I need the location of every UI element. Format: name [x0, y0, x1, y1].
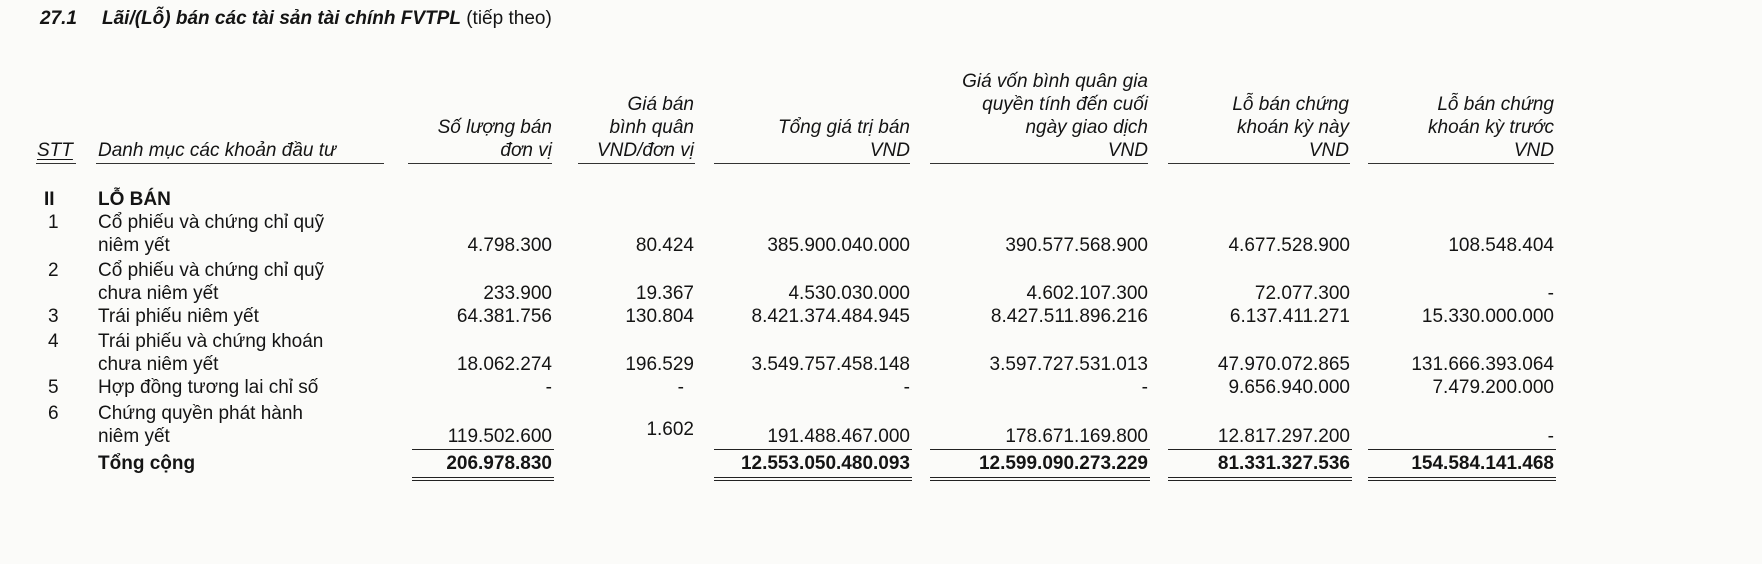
row-total-sale: 191.488.467.000: [767, 426, 910, 447]
total-top-rule-qty: [412, 449, 554, 450]
row-stt: 6: [48, 403, 59, 424]
row-loss-current: 12.817.297.200: [1217, 426, 1350, 447]
row-loss-current: 4.677.528.900: [1228, 235, 1350, 256]
total-top-rule-total-sale: [714, 449, 912, 450]
row-total-sale: 4.530.030.000: [788, 283, 910, 304]
row-qty: 119.502.600: [447, 426, 552, 447]
row-loss-current: 6.137.411.271: [1229, 306, 1350, 327]
col-header-name: Danh mục các khoản đầu tư: [98, 140, 337, 161]
row-price: 196.529: [625, 354, 694, 375]
row-stt: 2: [48, 260, 59, 281]
col-header-avg-cost: Giá vốn bình quân gia quyền tính đến cuối ngày giao dịch VND: [962, 71, 1148, 161]
row-qty: 4.798.300: [467, 235, 552, 256]
total-double-rule-qty: [412, 477, 554, 481]
row-stt: 4: [48, 331, 59, 352]
col-header-rule-name: [96, 163, 384, 164]
row-name-line: Cổ phiếu và chứng chỉ quỹ: [98, 260, 325, 281]
row-qty: -: [545, 377, 552, 398]
total-double-rule-avg-cost: [930, 477, 1150, 481]
row-loss-prior: 15.330.000.000: [1421, 306, 1554, 327]
row-price: 130.804: [625, 306, 694, 327]
row-name-line: chưa niêm yết: [98, 354, 219, 375]
col-header-rule-loss-prior: [1368, 163, 1554, 164]
col-header-rule-avg-cost: [930, 163, 1148, 164]
total-top-rule-loss-current: [1168, 449, 1352, 450]
row-avg-cost: 390.577.568.900: [1005, 235, 1148, 256]
row-avg-cost: 3.597.727.531.013: [989, 354, 1148, 375]
row-name-line: chưa niêm yết: [98, 283, 219, 304]
col-header-rule-price: [578, 163, 695, 164]
row-total-sale: -: [903, 377, 910, 398]
row-price: 1.602: [646, 419, 694, 440]
row-name-line: niêm yết: [98, 235, 170, 256]
total-double-rule-loss-prior: [1368, 477, 1556, 481]
section-number: 27.1: [40, 8, 77, 29]
row-loss-prior: 108.548.404: [1448, 235, 1554, 256]
row-name-line: Cổ phiếu và chứng chỉ quỹ: [98, 212, 325, 233]
col-header-rule-stt: [36, 163, 76, 164]
row-stt: 5: [48, 377, 59, 398]
row-loss-prior: -: [1547, 283, 1554, 304]
col-header-rule-loss-current: [1168, 163, 1350, 164]
row-loss-current: 72.077.300: [1254, 283, 1350, 304]
total-label: Tổng cộng: [98, 453, 196, 474]
total-total-sale: 12.553.050.480.093: [740, 453, 910, 474]
section-heading: [40, 8, 552, 30]
row-name-line: Chứng quyền phát hành: [98, 403, 303, 424]
total-qty: 206.978.830: [446, 453, 552, 474]
row-avg-cost: 178.671.169.800: [1005, 426, 1148, 447]
row-avg-cost: 8.427.511.896.216: [990, 306, 1148, 327]
total-avg-cost: 12.599.090.273.229: [978, 453, 1148, 474]
group-label: LỖ BÁN: [98, 189, 171, 210]
total-double-rule-total-sale: [714, 477, 912, 481]
row-loss-prior: 131.666.393.064: [1411, 354, 1554, 375]
col-header-price: Giá bán bình quân VND/đơn vị: [596, 94, 694, 161]
col-header-total-sale: Tổng giá trị bán VND: [777, 117, 910, 161]
row-qty: 233.900: [483, 283, 552, 304]
col-header-loss-prior: Lỗ bán chứng khoán kỳ trước VND: [1428, 94, 1554, 161]
row-total-sale: 3.549.757.458.148: [751, 354, 910, 375]
col-header-stt: STT: [37, 140, 73, 161]
row-loss-prior: 7.479.200.000: [1432, 377, 1554, 398]
total-double-rule-loss-current: [1168, 477, 1352, 481]
section-subtitle: (tiếp theo): [466, 8, 552, 29]
row-loss-current: 47.970.072.865: [1217, 354, 1350, 375]
total-loss-prior: 154.584.141.468: [1411, 453, 1554, 474]
row-price: 19.367: [635, 283, 694, 304]
row-qty: 64.381.756: [456, 306, 552, 327]
total-top-rule-avg-cost: [930, 449, 1150, 450]
col-header-qty: Số lượng bán đơn vị: [437, 117, 552, 161]
row-stt: 1: [48, 212, 59, 233]
group-stt: II: [44, 189, 55, 210]
row-price: 80.424: [635, 235, 694, 256]
total-top-rule-loss-prior: [1368, 449, 1556, 450]
col-header-loss-current: Lỗ bán chứng khoán kỳ này VND: [1232, 94, 1349, 161]
col-header-rule-qty: [408, 163, 552, 164]
section-title: Lãi/(Lỗ) bán các tài sản tài chính FVTPL: [102, 8, 461, 29]
row-loss-current: 9.656.940.000: [1228, 377, 1350, 398]
row-name-line: Hợp đồng tương lai chỉ số: [98, 377, 319, 398]
row-total-sale: 385.900.040.000: [767, 235, 910, 256]
row-avg-cost: 4.602.107.300: [1026, 283, 1148, 304]
row-price: -: [677, 377, 684, 398]
total-loss-current: 81.331.327.536: [1217, 453, 1350, 474]
col-header-rule-total-sale: [714, 163, 910, 164]
row-avg-cost: -: [1141, 377, 1148, 398]
row-name-line: Trái phiếu niêm yết: [98, 306, 259, 327]
row-name-line: niêm yết: [98, 426, 170, 447]
row-loss-prior: -: [1547, 426, 1554, 447]
row-stt: 3: [48, 306, 59, 327]
row-qty: 18.062.274: [456, 354, 552, 375]
row-total-sale: 8.421.374.484.945: [751, 306, 910, 327]
row-name-line: Trái phiếu và chứng khoán: [98, 331, 324, 352]
